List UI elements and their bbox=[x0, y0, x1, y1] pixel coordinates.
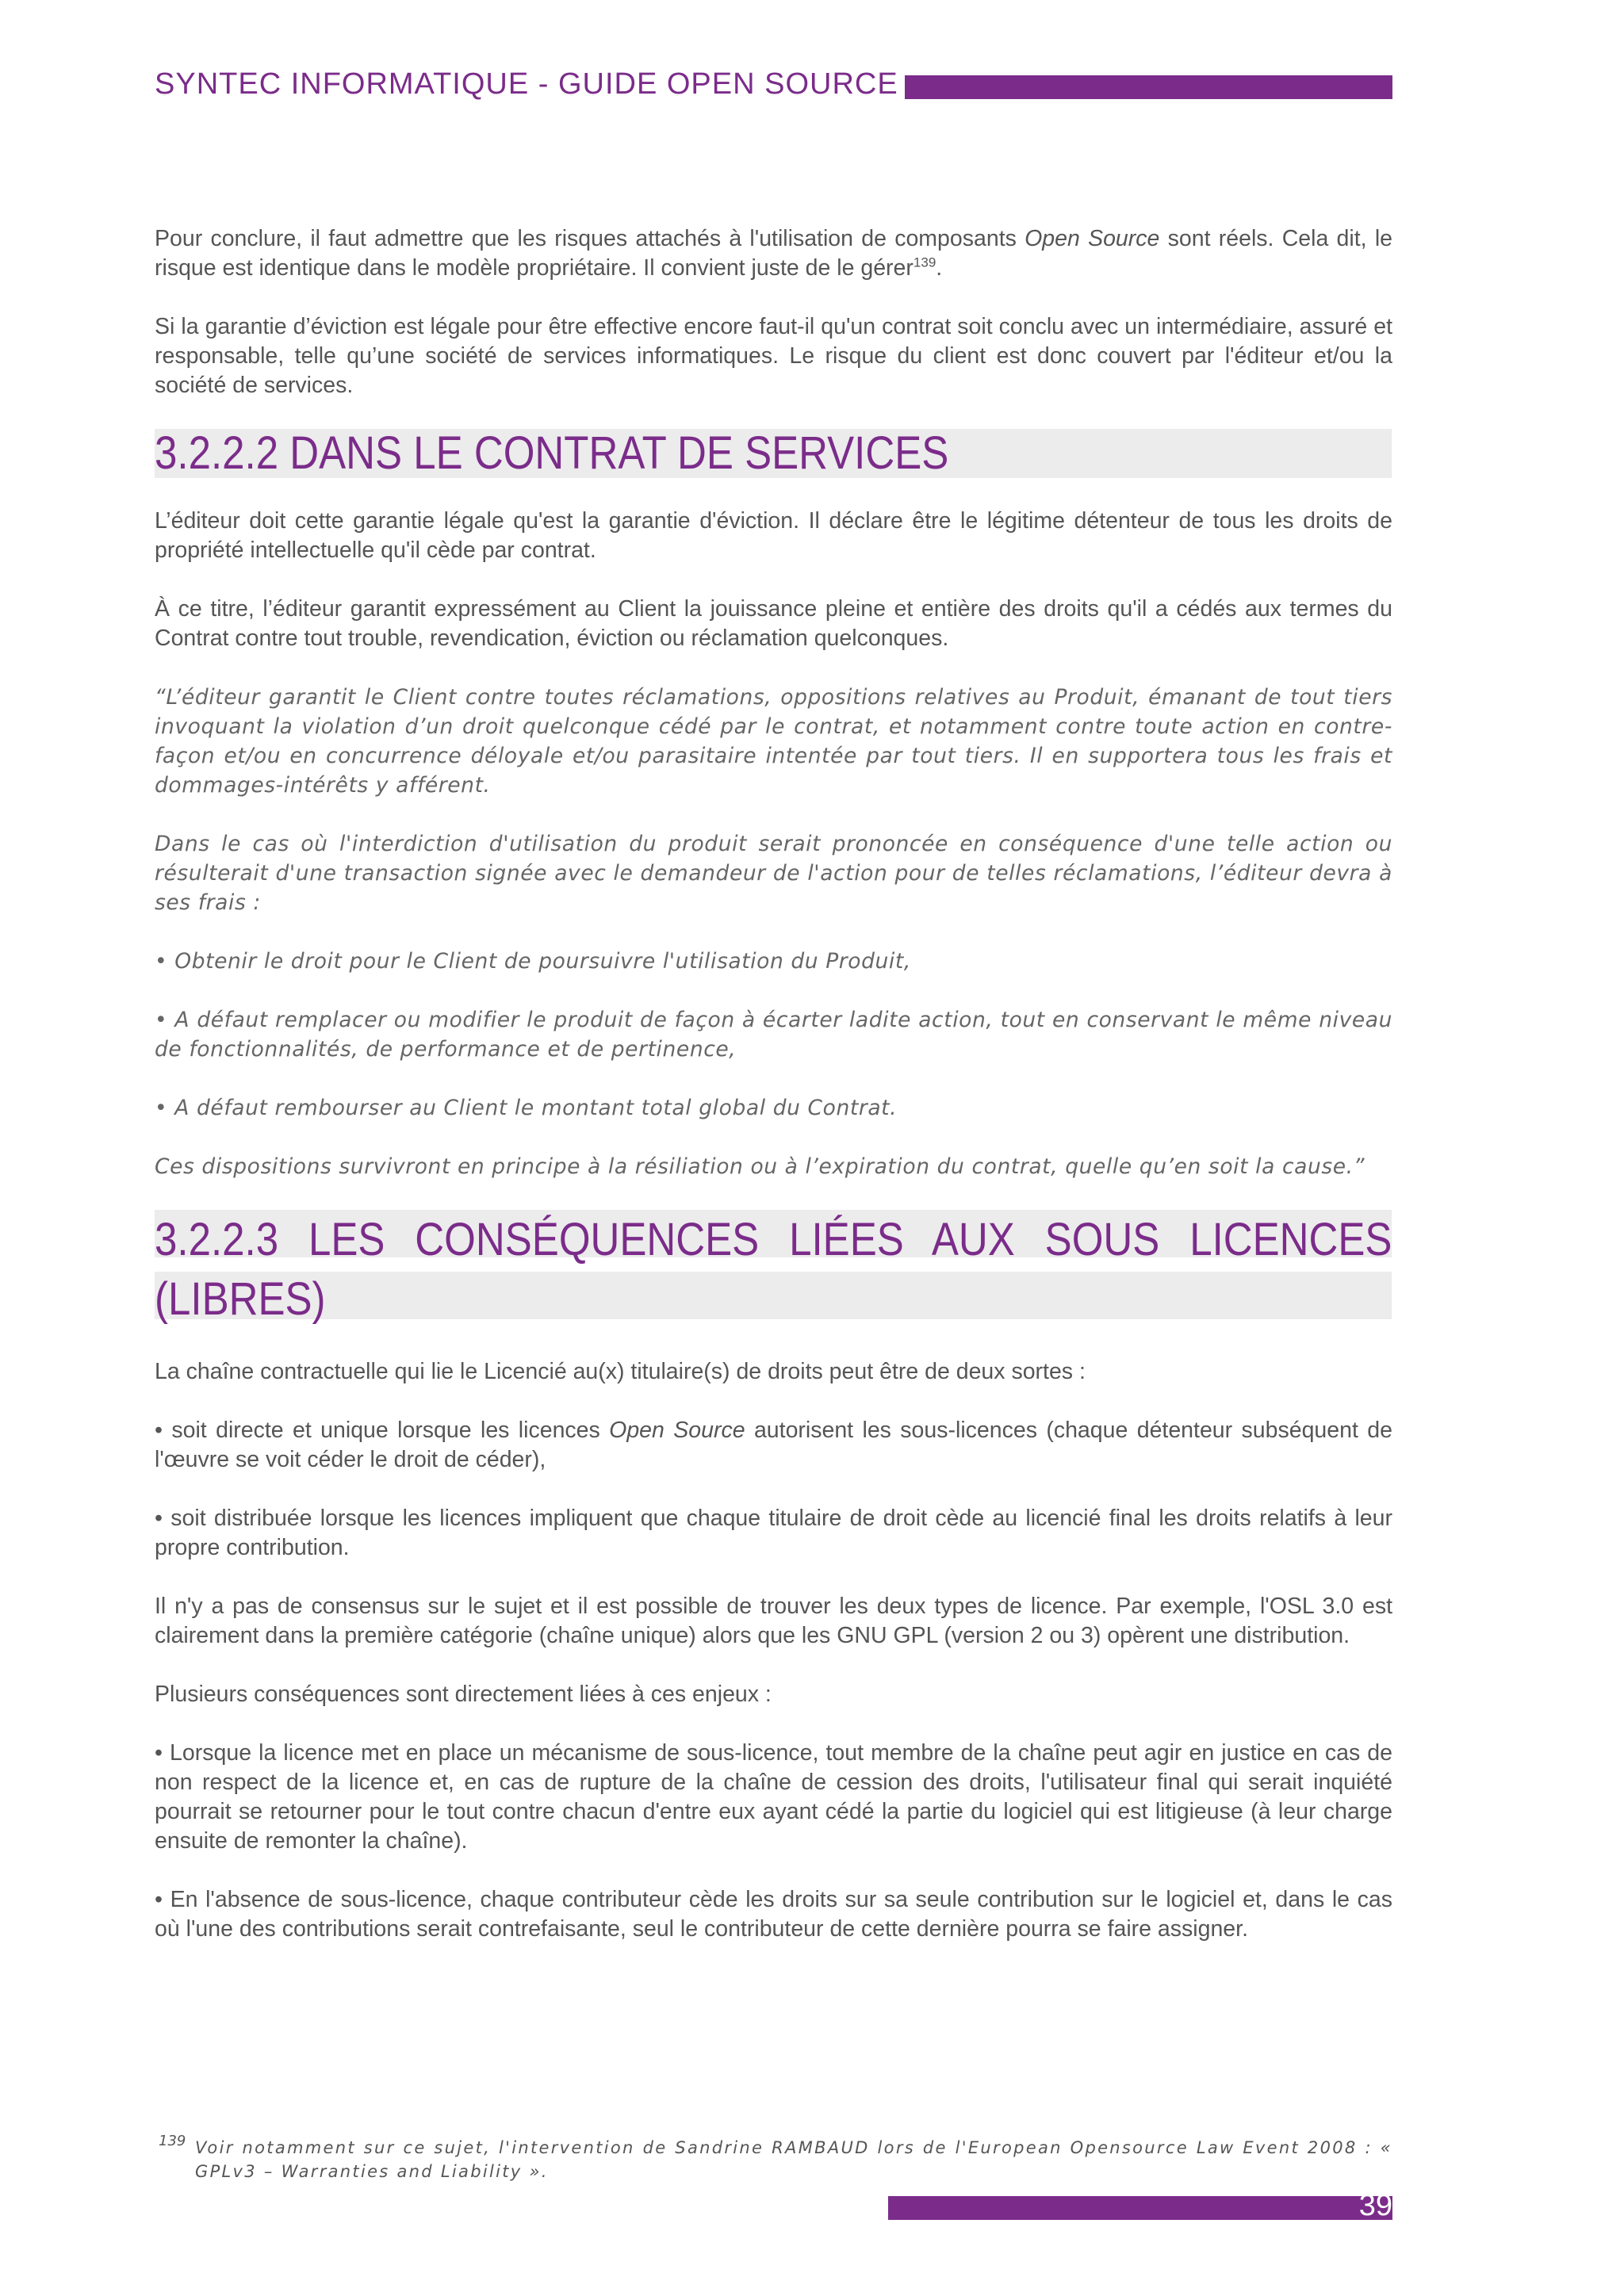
section-title: 3.2.2.3 LES CONSÉQUENCES LIÉES AUX SOUS LICENCES (LIBRES) bbox=[155, 1210, 1392, 1329]
section1-paragraph-2: À ce titre, l’éditeur garantit expressément au Client la jouissance pleine et entière des droits qu'il a cédés aux termes du Contrat contre tout trouble, revendication, éviction ou réclamation quelconques. bbox=[155, 596, 1392, 651]
footer-bar bbox=[888, 2196, 1392, 2220]
open-source-term: Open Source bbox=[1025, 226, 1160, 251]
intro-paragraph-1: Pour conclure, il faut admettre que les risques attachés à l'utilisation de composants Open Source sont réels. Cela dit, le risque est identique dans le modèle propriétaire. Il convient juste de le gérer$^{139}$. bbox=[155, 226, 1392, 281]
open-source-term: Open Source bbox=[609, 1418, 745, 1443]
section2-paragraph-1: La chaîne contractuelle qui lie le Licencié au(x) titulaire(s) de droits peut être de deux sortes : bbox=[155, 1359, 1086, 1384]
section-heading-contrat-services bbox=[155, 429, 1392, 478]
footnote-text: Voir notamment sur ce sujet, l'intervention de Sandrine RAMBAUD lors de l'European Opensource Law Event 2008 : « GPLv3 – Warranties and Liability ». bbox=[195, 2138, 1392, 2181]
section2-paragraph-6: • Lorsque la licence met en place un mécanisme de sous-licence, tout membre de la chaîne peut agir en justice en cas de non respect de la licence et, en cas de rupture de la chaîne de cession des droits, l'utilisateur final qui serait inquiété pourrait se retourner pour le tout contre chacun d'entre eux ayant cédé la partie du logiciel qui est litigieuse (à leur charge ensuite de remonter la chaîne). bbox=[155, 1740, 1392, 1854]
page-number: 39 bbox=[1358, 2189, 1392, 2222]
footnote-ref[interactable]: 139 bbox=[913, 254, 936, 270]
quote-bullet: • A défaut remplacer ou modifier le produit de façon à écarter ladite action, tout en conservant le même niveau de fonctionnalités, de performance et de pertinence, bbox=[155, 1008, 1392, 1062]
header-title: SYNTEC INFORMATIQUE - GUIDE OPEN SOURCE bbox=[155, 68, 905, 100]
section-title: 3.2.2.2 DANS LE CONTRAT DE SERVICES bbox=[155, 429, 1392, 478]
quote-paragraph: Ces dispositions survivront en principe à la résiliation ou à l’expiration du contrat, quelle qu’en soit la cause.” bbox=[155, 1154, 1365, 1179]
quote-paragraph: Dans le cas où l'interdiction d'utilisation du produit serait prononcée en conséquence d'une telle action ou résulterait d'une transaction signée avec le demandeur de l'action pour de telles réclamations, l’éditeur devra à ses frais : bbox=[155, 832, 1392, 915]
section2-paragraph-7: • En l'absence de sous-licence, chaque contributeur cède les droits sur sa seule contribution sur le logiciel et, dans le cas où l'une des contributions serait contrefaisante, seul le contributeur de cette dernière pourra se faire assigner. bbox=[155, 1887, 1392, 1942]
section2-paragraph-5: Plusieurs conséquences sont directement liées à ces enjeux : bbox=[155, 1682, 772, 1707]
footnote-number: 139 bbox=[159, 2133, 186, 2149]
section2-paragraph-4: Il n'y a pas de consensus sur le sujet et il est possible de trouver les deux types de licence. Par exemple, l'OSL 3.0 est clairement dans la première catégorie (chaîne unique) alors que les GNU GPL (version 2 ou 3) opèrent une distribution. bbox=[155, 1594, 1392, 1648]
section-heading-sous-licences bbox=[155, 1210, 1392, 1329]
contract-quote bbox=[155, 683, 1392, 1181]
section2-paragraph-2: • soit directe et unique lorsque les licences Open Source autorisent les sous-licences (chaque détenteur subséquent de l'œuvre se voit céder le droit de céder), bbox=[155, 1418, 1392, 1472]
section2-paragraph-3: • soit distribuée lorsque les licences impliquent que chaque titulaire de droit cède au licencié final les droits relatifs à leur propre contribution. bbox=[155, 1506, 1392, 1560]
quote-bullet: • Obtenir le droit pour le Client de poursuivre l'utilisation du Produit, bbox=[155, 949, 911, 974]
section1-paragraph-1: L’éditeur doit cette garantie légale qu'est la garantie d'éviction. Il déclare être le légitime détenteur de tous les droits de propriété intellectuelle qu'il cède par contrat. bbox=[155, 508, 1392, 563]
quote-paragraph: “L’éditeur garantit le Client contre toutes réclamations, oppositions relatives au Produit, émanant de tout tiers invoquant la violation d’un droit quelconque cédé par le contrat, et notamment contre toute action en contre-façon et/ou en concurrence déloyale et/ou parasitaire intentée par tout tiers. Il en supportera tous les frais et dommages-intérêts y afférent. bbox=[155, 685, 1392, 798]
intro-paragraph-2: Si la garantie d’éviction est légale pour être effective encore faut-il qu'un contrat soit conclu avec un intermédiaire, assuré et responsable, telle qu’une société de services informatiques. Le risque du client est donc couvert par l'éditeur et/ou la société de services. bbox=[155, 314, 1392, 398]
quote-bullet: • A défaut rembourser au Client le montant total global du Contrat. bbox=[155, 1096, 898, 1120]
main-content bbox=[155, 224, 1392, 1944]
